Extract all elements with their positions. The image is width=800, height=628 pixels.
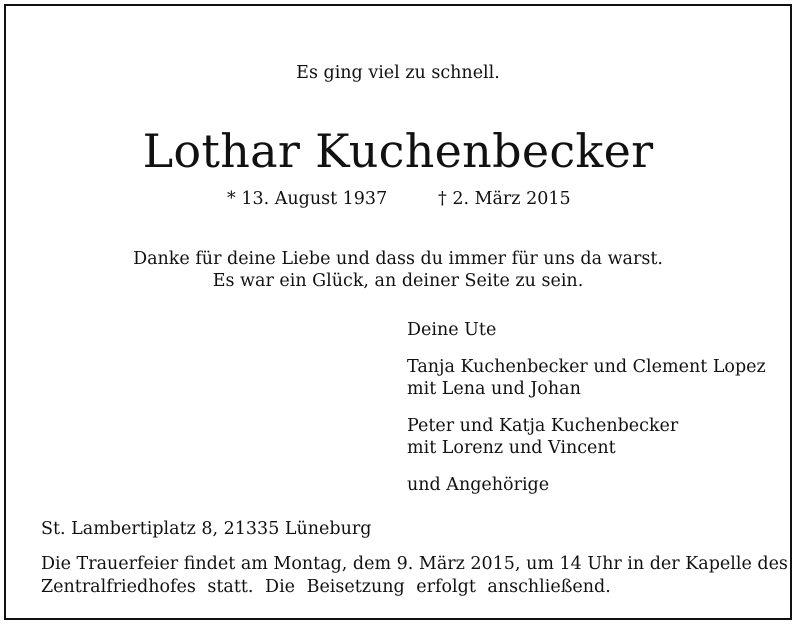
death-date: † 2. März 2015 <box>438 189 571 209</box>
service-line: Zentralfriedhofes statt. Die Beisetzung erfolgt anschließend. <box>41 577 611 597</box>
family-group <box>407 415 766 459</box>
family-line: mit Lena und Johan <box>407 379 581 399</box>
address: St. Lambertiplatz 8, 21335 Lüneburg <box>41 519 372 539</box>
thanks-text <box>6 248 790 292</box>
thanks-line: Es war ein Glück, an deiner Seite zu sein. <box>212 271 584 291</box>
family-group <box>407 474 766 496</box>
family-line: und Angehörige <box>407 475 550 495</box>
family-signatures <box>407 319 766 511</box>
family-line: Peter und Katja Kuchenbecker <box>407 416 679 436</box>
deceased-name: Lothar Kuchenbecker <box>142 124 654 178</box>
thanks-line: Danke für deine Liebe und dass du immer für uns da warst. <box>133 249 663 269</box>
obituary-notice <box>4 4 792 620</box>
family-line: Tanja Kuchenbecker und Clement Lopez <box>407 357 766 377</box>
family-line: Deine Ute <box>407 320 497 340</box>
service-line: Die Trauerfeier findet am Montag, dem 9. März 2015, um 14 Uhr in der Kapelle des <box>41 554 788 574</box>
motto: Es ging viel zu schnell. <box>296 63 500 83</box>
family-line: mit Lorenz und Vincent <box>407 438 616 458</box>
funeral-service-info <box>41 553 788 599</box>
family-group <box>407 319 766 341</box>
family-group <box>407 356 766 400</box>
birth-date: * 13. August 1937 <box>227 189 388 209</box>
